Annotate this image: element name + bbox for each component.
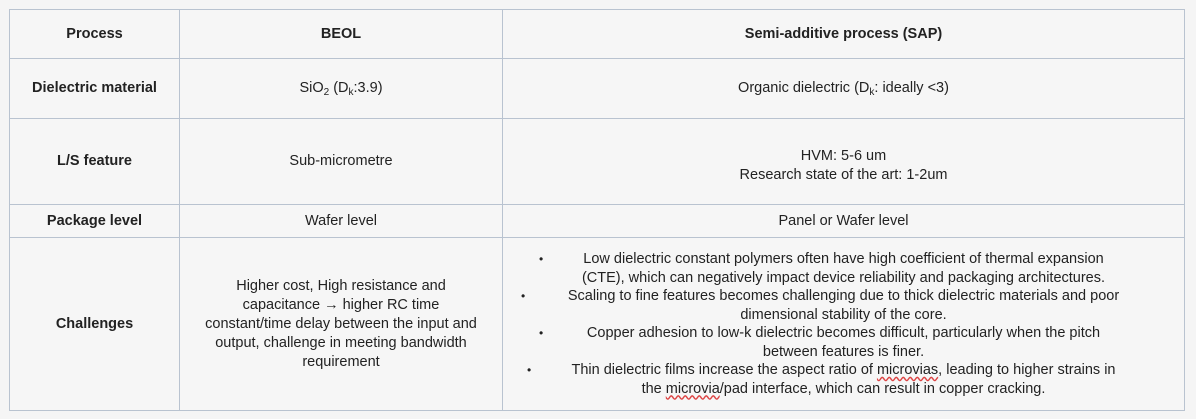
cell-sap-package: Panel or Wafer level	[503, 205, 1185, 238]
beol-dielectric-sub: 2	[323, 87, 330, 98]
cell-sap-dielectric	[503, 59, 1185, 119]
bullet-3-line1: Copper adhesion to low-k dielectric becomes difficult, particularly when the pitch	[586, 325, 1101, 341]
bullet-4-line1-b: , leading to higher strains in	[938, 362, 1116, 378]
bullet-1-line1: Low dielectric constant polymers often have high coefficient of thermal expansion	[583, 251, 1104, 267]
beol-dielectric-text: SiO	[299, 80, 324, 96]
row-label-ls: L/S feature	[10, 119, 180, 205]
sap-dielectric-text: Organic dielectric (D	[738, 80, 870, 96]
beol-dielectric-mid: (D	[329, 80, 349, 96]
bullet-2-line2: dimensional stability of the core.	[740, 306, 947, 323]
bullet-4-dot: •	[527, 363, 532, 377]
bullet-4-microvias: microvias	[876, 362, 939, 378]
row-label-package: Package level	[10, 205, 180, 238]
challenge-bullet-4	[513, 361, 1174, 398]
cell-sap-challenges	[503, 238, 1185, 411]
beol-dielectric-sub-k: k	[348, 87, 354, 98]
comparison-table	[9, 9, 1185, 411]
cell-sap-ls	[503, 119, 1185, 205]
beol-challenges-text: Higher cost, High resistance and capacitance → higher RC time constant/time delay between the input and output, challenge in meeting bandwidth requirement	[205, 277, 477, 370]
bullet-3-line2: between features is finer.	[762, 343, 925, 360]
row-label-challenges: Challenges	[10, 238, 180, 411]
header-process: Process	[10, 10, 180, 59]
cell-beol-challenges	[180, 238, 503, 411]
beol-dielectric-end: :3.9)	[353, 80, 383, 96]
challenge-bullet-3	[513, 324, 1174, 361]
bullet-3-dot: •	[539, 326, 544, 340]
cell-beol-dielectric	[180, 59, 503, 119]
header-row	[10, 10, 1185, 59]
challenge-bullet-2	[513, 287, 1174, 324]
bullet-4-line2	[513, 380, 1174, 399]
bullet-2-line1: Scaling to fine features becomes challenging due to thick dielectric materials and poor	[567, 288, 1120, 304]
cell-beol-ls: Sub-micrometre	[180, 119, 503, 205]
bullet-2-dot: •	[521, 289, 526, 303]
sap-dielectric-sub-k: k	[869, 87, 875, 98]
header-beol: BEOL	[180, 10, 503, 59]
bullet-1-line2: (CTE), which can negatively impact device reliability and packaging architectures.	[581, 269, 1106, 286]
header-sap: Semi-additive process (SAP)	[503, 10, 1185, 59]
bullet-4-line2-b: /pad interface, which can result in copper cracking.	[719, 380, 1046, 397]
row-ls-feature	[10, 119, 1185, 205]
row-label-dielectric: Dielectric material	[10, 59, 180, 119]
row-challenges	[10, 238, 1185, 411]
bullet-4-line1-a: Thin dielectric films increase the aspect ratio of	[571, 362, 877, 378]
bullet-4-line2-a: the	[641, 380, 666, 397]
sap-ls-line2: Research state of the art: 1-2um	[739, 166, 948, 183]
bullet-1-dot: •	[539, 252, 544, 266]
row-package-level	[10, 205, 1185, 238]
cell-beol-package: Wafer level	[180, 205, 503, 238]
bullet-4-microvia: microvia	[665, 380, 720, 397]
challenge-bullet-1	[513, 250, 1174, 287]
bullet-4-line1	[513, 361, 1174, 380]
sap-ls-line1: HVM: 5-6 um	[800, 147, 887, 164]
sap-dielectric-end: : ideally <3)	[874, 80, 949, 96]
sap-challenges-list	[507, 250, 1180, 398]
row-dielectric-material	[10, 59, 1185, 119]
